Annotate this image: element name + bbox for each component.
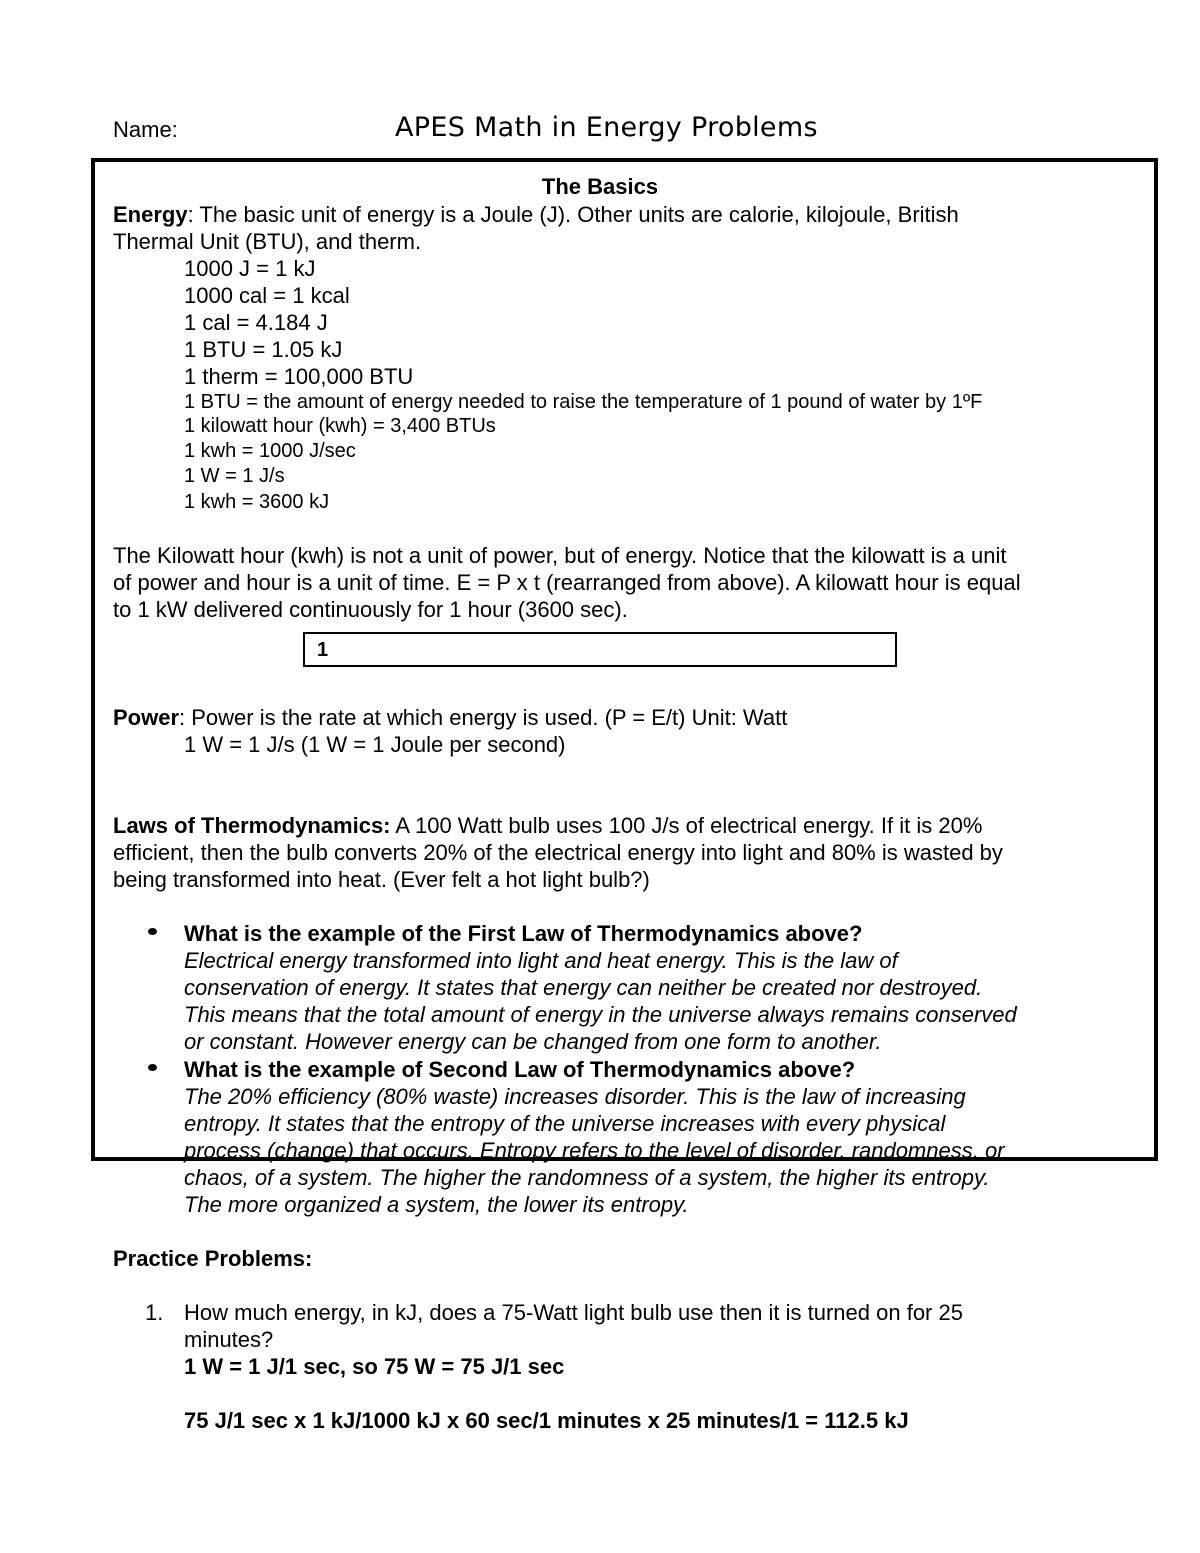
- conversion-item: 1 kwh = 1000 J/sec: [184, 440, 356, 462]
- power-example: 1 W = 1 J/s (1 W = 1 Joule per second): [184, 732, 566, 757]
- conversion-item: 1 W = 1 J/s: [184, 465, 285, 487]
- laws-term: Laws of Thermodynamics:: [113, 813, 391, 838]
- answer-line: This means that the total amount of energy in the universe always remains conserved: [184, 1002, 1017, 1027]
- conversion-item: 1000 J = 1 kJ: [184, 256, 316, 281]
- bullet-icon: [148, 928, 157, 935]
- answer-line: entropy. It states that the entropy of the universe increases with every physical: [184, 1111, 946, 1136]
- kwh-paragraph-line: of power and hour is a unit of time. E = P x t (rearranged from above). A kilowatt hour is equal: [113, 570, 1021, 595]
- problem-number: 1.: [145, 1300, 164, 1325]
- answer-line: The more organized a system, the lower its entropy.: [184, 1192, 689, 1217]
- question-second-law: What is the example of Second Law of Thermodynamics above?: [184, 1057, 856, 1082]
- question-first-law: What is the example of the First Law of Thermodynamics above?: [184, 921, 863, 946]
- energy-def-line1: : The basic unit of energy is a Joule (J). Other units are calorie, kilojoule, British: [187, 202, 959, 227]
- kwh-paragraph-line: The Kilowatt hour (kwh) is not a unit of power, but of energy. Notice that the kilowatt is a unit: [113, 543, 1007, 568]
- basics-heading: The Basics: [541, 174, 659, 199]
- answer-box[interactable]: [303, 632, 897, 667]
- answer-line: Electrical energy transformed into light and heat energy. This is the law of: [184, 948, 898, 973]
- laws-line3: being transformed into heat. (Ever felt a hot light bulb?): [113, 867, 650, 892]
- laws-paragraph: [113, 812, 982, 839]
- answer-line: The 20% efficiency (80% waste) increases disorder. This is the law of increasing: [184, 1084, 966, 1109]
- conversion-item: 1 therm = 100,000 BTU: [184, 364, 414, 389]
- answer-line: conservation of energy. It states that energy can neither be created nor destroyed.: [184, 975, 983, 1000]
- document-title: APES Math in Energy Problems: [395, 112, 818, 143]
- bullet-icon: [148, 1064, 157, 1071]
- energy-definition: [113, 201, 959, 228]
- energy-def-line2: Thermal Unit (BTU), and therm.: [113, 229, 422, 254]
- answer-line: or constant. However energy can be changed from one form to another.: [184, 1029, 882, 1054]
- answer-box-value: 1: [317, 639, 329, 661]
- answer-line: chaos, of a system. The higher the randomness of a system, the higher its entropy.: [184, 1165, 990, 1190]
- problem-question-line: minutes?: [184, 1327, 274, 1352]
- problem-work-line: 1 W = 1 J/1 sec, so 75 W = 75 J/1 sec: [184, 1354, 565, 1379]
- power-term: Power: [113, 705, 180, 730]
- conversion-item: 1 kwh = 3600 kJ: [184, 491, 330, 513]
- power-definition: [113, 704, 787, 731]
- answer-line: process (change) that occurs. Entropy refers to the level of disorder, randomness, or: [184, 1138, 1005, 1163]
- conversion-item: 1000 cal = 1 kcal: [184, 283, 350, 308]
- conversion-item: 1 BTU = the amount of energy needed to raise the temperature of 1 pound of water by 1ºF: [184, 391, 983, 413]
- kwh-paragraph-line: to 1 kW delivered continuously for 1 hour (3600 sec).: [113, 597, 628, 622]
- conversion-item: 1 kilowatt hour (kwh) = 3,400 BTUs: [184, 415, 496, 437]
- energy-term: Energy: [113, 202, 188, 227]
- power-def: : Power is the rate at which energy is used. (P = E/t) Unit: Watt: [179, 705, 788, 730]
- problem-question-line: How much energy, in kJ, does a 75-Watt light bulb use then it is turned on for 25: [184, 1300, 963, 1325]
- conversion-item: 1 cal = 4.184 J: [184, 310, 328, 335]
- name-label: Name:: [113, 117, 178, 142]
- laws-line2: efficient, then the bulb converts 20% of the electrical energy into light and 80% is wasted by: [113, 840, 1003, 865]
- problem-work-line: 75 J/1 sec x 1 kJ/1000 kJ x 60 sec/1 minutes x 25 minutes/1 = 112.5 kJ: [184, 1408, 909, 1433]
- practice-heading: Practice Problems:: [113, 1246, 313, 1271]
- conversion-item: 1 BTU = 1.05 kJ: [184, 337, 343, 362]
- laws-line1: A 100 Watt bulb uses 100 J/s of electrical energy. If it is 20%: [390, 813, 983, 838]
